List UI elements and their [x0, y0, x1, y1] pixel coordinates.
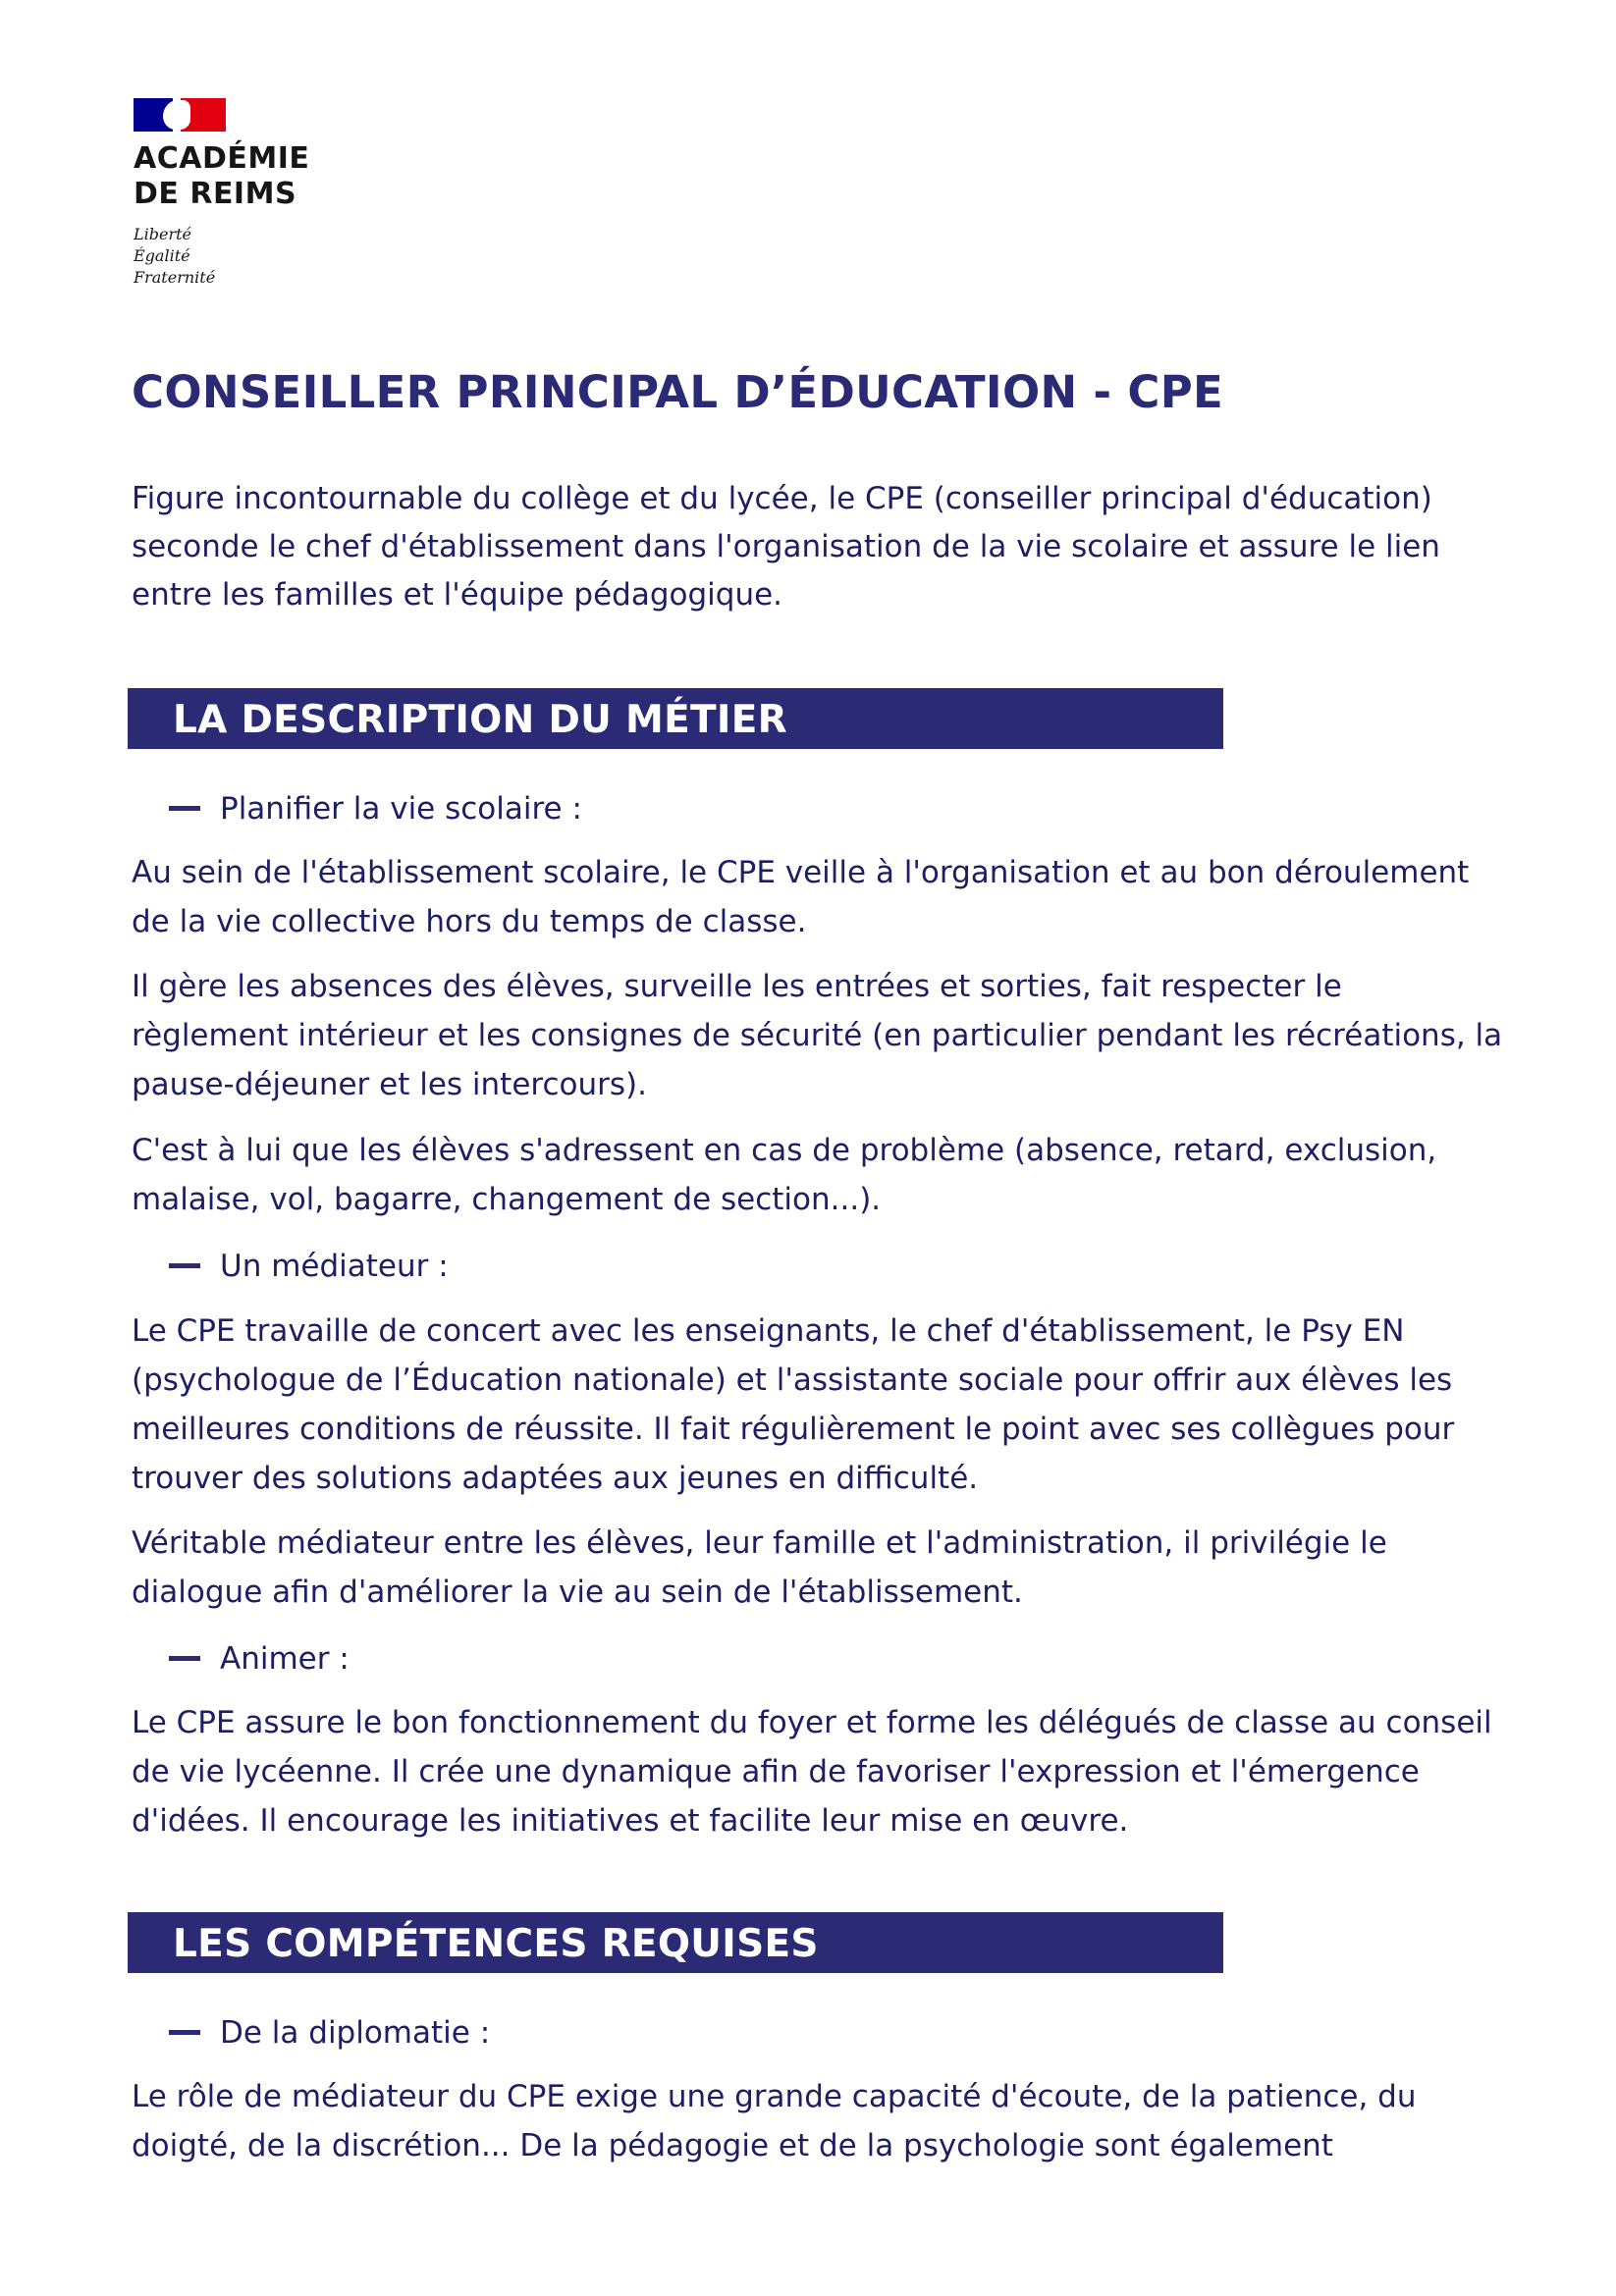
- paragraph: C'est à lui que les élèves s'adressent en cas de problème (absence, retard, exclusion, malaise, vol, bagarre, changement de section...).: [132, 1133, 1437, 1217]
- dash-icon: [169, 2030, 200, 2035]
- bullet-item: [169, 789, 582, 828]
- paragraph: Au sein de l'établissement scolaire, le CPE veille à l'organisation et au bon déroulement de la vie collective hors du temps de classe.: [132, 855, 1470, 939]
- paragraph: Le CPE assure le bon fonctionnement du foyer et forme les délégués de classe au conseil de vie lycéenne. Il crée une dynamique afin de favoriser l'expression et l'émergence d'idées. Il encourage les initiatives et facilite leur mise en œuvre.: [132, 1705, 1492, 1839]
- marianne-icon: [163, 100, 190, 130]
- bullet-label: De la diplomatie :: [220, 2015, 491, 2051]
- motto-fraternite: Fraternité: [134, 268, 216, 287]
- dash-icon: [169, 1656, 200, 1661]
- paragraph: Le rôle de médiateur du CPE exige une grande capacité d'écoute, de la patience, du doigté, de la discrétion... De la pédagogie et de la psychologie sont également: [132, 2079, 1417, 2163]
- section-heading-text: LES COMPÉTENCES REQUISES: [173, 1922, 819, 1966]
- section-heading-competences: [128, 1912, 1223, 1973]
- bullet-label: Planifier la vie scolaire :: [220, 791, 582, 827]
- section-heading-text: LA DESCRIPTION DU MÉTIER: [173, 698, 788, 742]
- dash-icon: [169, 1263, 200, 1268]
- dash-icon: [169, 806, 200, 811]
- bullet-label: Animer :: [220, 1641, 350, 1677]
- academie-logo: [134, 98, 389, 289]
- paragraph: Véritable médiateur entre les élèves, leur famille et l'administration, il privilégie le dialogue afin d'améliorer la vie au sein de l'établissement.: [132, 1525, 1387, 1610]
- institution-name: [134, 141, 389, 212]
- bullet-item: [169, 1247, 449, 1286]
- motto-liberte: Liberté: [134, 225, 191, 243]
- intro-paragraph: Figure incontournable du collège et du lycée, le CPE (conseiller principal d'éducation) seconde le chef d'établissement dans l'organisation de la vie scolaire et assure le lien entre les familles et l'équipe pédagogique.: [132, 481, 1440, 613]
- motto-egalite: Égalité: [134, 246, 190, 265]
- bullet-item: [169, 1639, 350, 1679]
- paragraph: Il gère les absences des élèves, surveille les entrées et sorties, fait respecter le règlement intérieur et les consignes de sécurité (en particulier pendant les récréations, la pause-déjeuner et les intercours).: [132, 969, 1503, 1102]
- institution-line-2: DE REIMS: [134, 177, 297, 211]
- republic-flag-icon: [134, 98, 226, 132]
- paragraph: Le CPE travaille de concert avec les enseignants, le chef d'établissement, le Psy EN (psychologue de l’Éducation nationale) et l'assistante sociale pour offrir aux élèves les meilleures conditions de réussite. Il fait régulièrement le point avec ses collègues pour trouver des solutions adaptées aux jeunes en difficulté.: [132, 1313, 1455, 1496]
- institution-line-1: ACADÉMIE: [134, 141, 310, 176]
- page-title: CONSEILLER PRINCIPAL D’ÉDUCATION - CPE: [132, 366, 1224, 418]
- republic-motto: [134, 224, 389, 289]
- bullet-label: Un médiateur :: [220, 1249, 449, 1284]
- bullet-item: [169, 2013, 490, 2053]
- section-heading-description: [128, 688, 1223, 749]
